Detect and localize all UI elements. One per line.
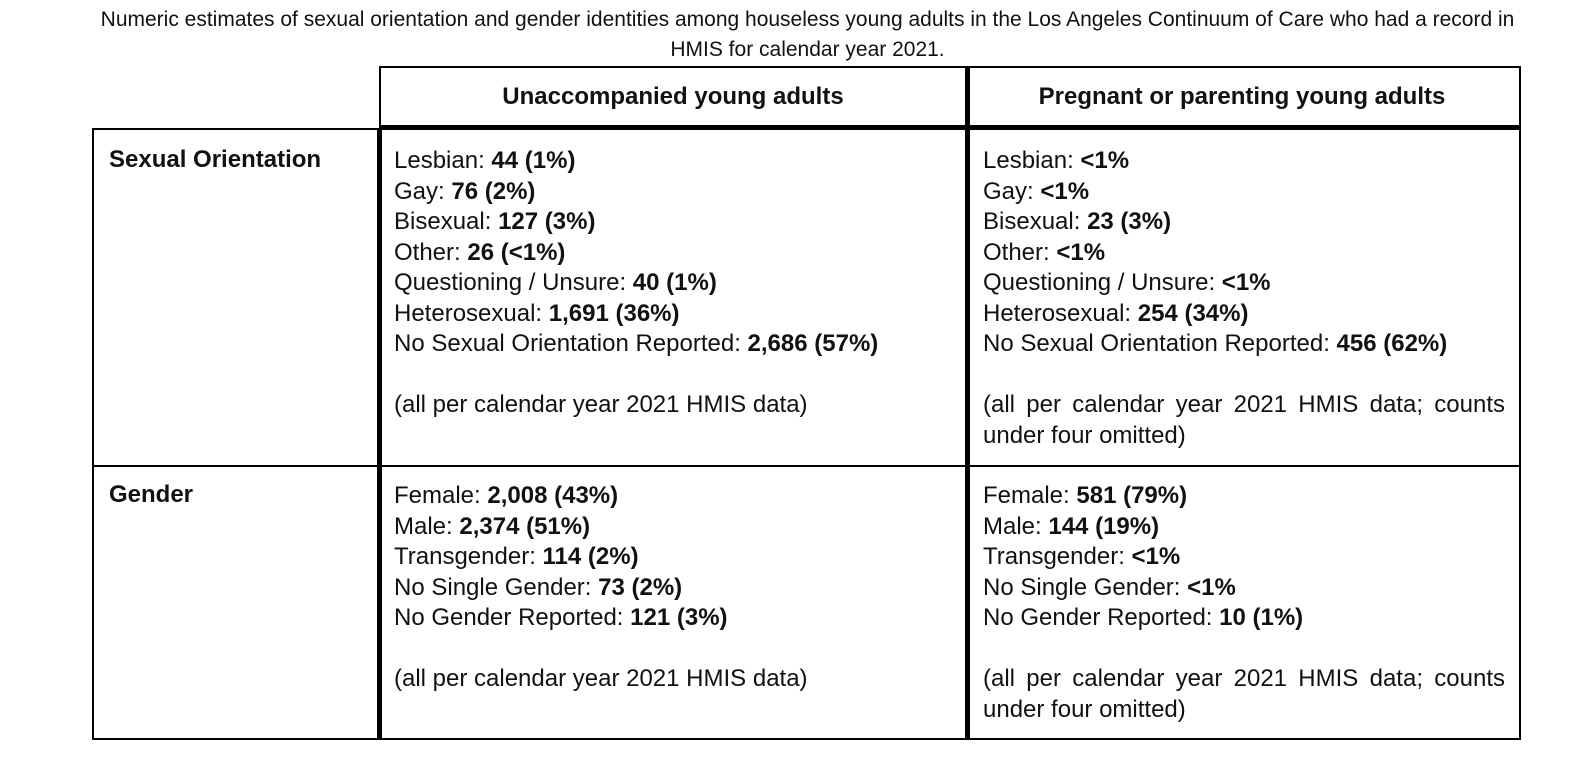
stat-label: No Single Gender: [394, 573, 599, 601]
stat-label: Female: [983, 482, 1077, 509]
table-caption: Numeric estimates of sexual orientation and gender identities among houseless young adults in the Los Angeles Continuum of Care who had a record in HMIS for calendar year 2021. [100, 8, 1515, 61]
source-note: (all per calendar year 2021 HMIS data) [394, 391, 808, 418]
cell-sexual-orientation-parenting [965, 128, 1521, 467]
stat-value: 114 (2%) [542, 543, 639, 570]
cell-sexual-orientation-unaccompanied [379, 128, 970, 467]
stat-line [394, 268, 955, 299]
stat-value: 2,686 (57%) [747, 330, 879, 357]
stat-value: 26 (<1%) [467, 238, 566, 266]
stat-line [983, 573, 1505, 604]
stat-value: 127 (3%) [498, 208, 596, 235]
stat-value: 121 (3%) [630, 604, 728, 631]
stat-label: Heterosexual: [983, 299, 1138, 327]
stat-label: Bisexual: [983, 208, 1088, 235]
stat-line [394, 573, 955, 604]
stat-line [983, 299, 1505, 330]
stat-value: 76 (2%) [451, 177, 536, 205]
stat-value: <1% [1131, 543, 1181, 570]
cell-gender-unaccompanied [379, 465, 970, 740]
stat-line [983, 268, 1505, 299]
stat-line [394, 481, 955, 512]
stat-line [394, 207, 955, 238]
stat-value: <1% [1040, 177, 1090, 205]
stat-value: 581 (79%) [1076, 482, 1188, 509]
stat-label: Male: [394, 512, 460, 540]
stat-label: Gay: [983, 177, 1041, 205]
stat-value: 23 (3%) [1087, 208, 1172, 235]
stat-value: 456 (62%) [1336, 330, 1448, 357]
stat-line [394, 329, 955, 360]
stat-value: <1% [1221, 269, 1271, 296]
stat-value: <1% [1080, 147, 1130, 174]
stat-line [983, 481, 1505, 512]
stat-label: No Sexual Orientation Reported: [394, 330, 748, 357]
stat-value: 2,374 (51%) [459, 512, 591, 540]
stat-line [983, 238, 1505, 269]
stat-value: 1,691 (36%) [548, 299, 680, 327]
row-header-sexual-orientation: Sexual Orientation [92, 128, 382, 467]
stat-line [983, 542, 1505, 573]
stat-label: No Sexual Orientation Reported: [983, 330, 1337, 357]
stat-label: Bisexual: [394, 208, 499, 235]
stat-label: Lesbian: [983, 147, 1081, 174]
row-header-gender: Gender [92, 465, 382, 740]
column-header-unaccompanied: Unaccompanied young adults [379, 66, 970, 130]
stat-line [394, 238, 955, 269]
stat-line [983, 146, 1505, 177]
stat-value: <1% [1056, 238, 1106, 266]
stat-line [394, 177, 955, 208]
column-header-parenting: Pregnant or parenting young adults [965, 66, 1521, 130]
source-note: (all per calendar year 2021 HMIS data; counts under four omitted) [983, 665, 1505, 723]
stat-value: 254 (34%) [1137, 299, 1249, 327]
stat-line [394, 512, 955, 543]
stat-label: Male: [983, 512, 1049, 540]
stat-value: 144 (19%) [1048, 512, 1160, 540]
stat-line [983, 207, 1505, 238]
stat-value: 10 (1%) [1219, 604, 1304, 631]
stat-line [394, 542, 955, 573]
stat-label: No Gender Reported: [983, 604, 1220, 631]
stat-label: Transgender: [394, 543, 543, 570]
source-note: (all per calendar year 2021 HMIS data) [394, 665, 808, 692]
stat-label: Other: [983, 238, 1057, 266]
stat-value: 40 (1%) [632, 269, 717, 296]
stat-line [983, 329, 1505, 360]
stat-value: <1% [1187, 573, 1236, 601]
stat-label: Female: [394, 482, 488, 509]
stat-label: Lesbian: [394, 147, 492, 174]
stat-line [983, 177, 1505, 208]
stat-label: Transgender: [983, 543, 1132, 570]
stat-value: 2,008 (43%) [487, 482, 619, 509]
stat-line [983, 512, 1505, 543]
cell-gender-parenting [965, 465, 1521, 740]
stat-label: Heterosexual: [394, 299, 549, 327]
source-note: (all per calendar year 2021 HMIS data; counts under four omitted) [983, 391, 1505, 449]
stat-line [983, 603, 1505, 634]
stat-label: Questioning / Unsure: [983, 269, 1222, 296]
stat-value: 73 (2%) [598, 573, 683, 601]
stat-label: Gay: [394, 177, 452, 205]
stat-line [394, 603, 955, 634]
stat-label: Other: [394, 238, 468, 266]
stat-label: Questioning / Unsure: [394, 269, 633, 296]
stat-value: 44 (1%) [491, 147, 576, 174]
stat-line [394, 299, 955, 330]
stat-label: No Single Gender: [983, 573, 1188, 601]
stat-line [394, 146, 955, 177]
stat-label: No Gender Reported: [394, 604, 631, 631]
